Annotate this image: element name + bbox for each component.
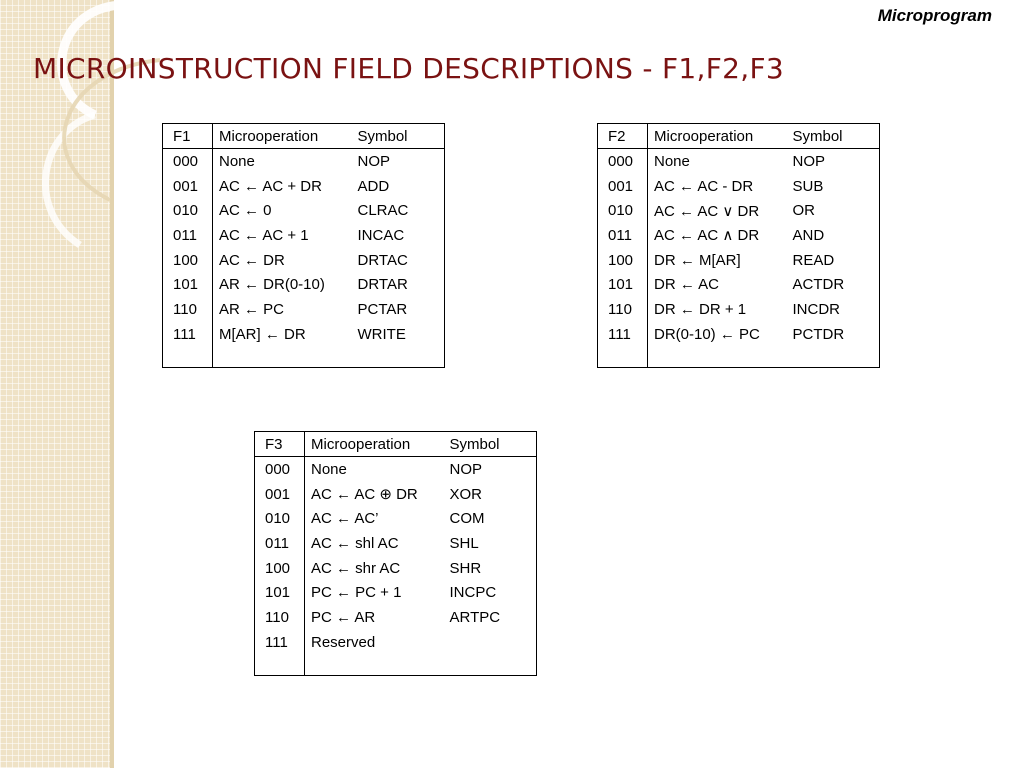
table-row: [598, 223, 880, 248]
microoperation-cell: DR(0-10) ← PC: [654, 325, 760, 343]
microoperation-cell: Reserved: [311, 633, 376, 651]
symbol-cell: PCTDR: [792, 325, 845, 343]
microoperation-cell: None: [311, 460, 347, 478]
column-header-microoperation: Microoperation: [305, 432, 444, 457]
column-header-field: F3: [255, 432, 305, 457]
column-header-field: F1: [163, 124, 213, 149]
code-cell: 001: [163, 174, 213, 199]
microoperation-cell: AR ← PC: [219, 300, 285, 318]
code-cell: 010: [598, 198, 648, 223]
symbol-cell: ADD: [357, 177, 390, 195]
code-cell: 000: [163, 149, 213, 174]
f1-field-table: [162, 123, 445, 368]
table-row: [163, 174, 445, 199]
table-row: [255, 506, 537, 531]
code-cell: 000: [255, 457, 305, 482]
symbol-cell: SUB: [792, 177, 824, 195]
microoperation-cell: AC ← AC - DR: [654, 177, 754, 195]
symbol-cell: AND: [792, 226, 825, 244]
table-row: [598, 322, 880, 347]
f2-field-table: [597, 123, 880, 368]
table-row: [163, 223, 445, 248]
symbol-cell: NOP: [357, 152, 391, 170]
microoperation-cell: AC ← AC ∨ DR: [654, 202, 760, 220]
microoperation-cell: AC ← DR: [219, 251, 285, 269]
code-cell: 110: [163, 297, 213, 322]
microoperation-cell: DR ← AC: [654, 276, 720, 294]
symbol-cell: INCPC: [449, 584, 497, 602]
microoperation-cell: AC ← AC ∧ DR: [654, 227, 760, 245]
table-row: [598, 297, 880, 322]
table-row: [255, 531, 537, 556]
symbol-cell: [444, 630, 537, 655]
code-cell: 100: [255, 556, 305, 581]
microoperation-cell: None: [219, 152, 255, 170]
microoperation-cell: AC ← shr AC: [311, 559, 401, 577]
code-cell: 011: [163, 223, 213, 248]
microoperation-cell: DR ← DR + 1: [654, 300, 747, 318]
table-row: [163, 149, 445, 174]
code-cell: 111: [163, 322, 213, 347]
microoperation-cell: AC ← AC ⊕ DR: [311, 486, 418, 504]
table-padding-row: [163, 347, 445, 368]
code-cell: 011: [598, 223, 648, 248]
table-row: [163, 272, 445, 297]
code-cell: 110: [255, 605, 305, 630]
microoperation-cell: AC ← shl AC: [311, 534, 399, 552]
table-row: [255, 482, 537, 507]
microoperation-cell: AC ← AC + DR: [219, 177, 322, 195]
page-title: MICROINSTRUCTION FIELD DESCRIPTIONS - F1,F2,F3: [33, 52, 784, 85]
table-row: [598, 174, 880, 199]
code-cell: 001: [255, 482, 305, 507]
symbol-cell: SHR: [449, 559, 482, 577]
symbol-cell: ARTPC: [449, 608, 501, 626]
code-cell: 110: [598, 297, 648, 322]
column-header-microoperation: Microoperation: [213, 124, 352, 149]
symbol-cell: INCAC: [357, 226, 405, 244]
symbol-cell: ACTDR: [792, 276, 845, 294]
symbol-cell: WRITE: [357, 325, 406, 343]
column-header-microoperation: Microoperation: [648, 124, 787, 149]
code-cell: 001: [598, 174, 648, 199]
symbol-cell: SHL: [449, 534, 479, 552]
code-cell: 111: [598, 322, 648, 347]
code-cell: 111: [255, 630, 305, 655]
table-header-row: [598, 124, 880, 149]
code-cell: 010: [163, 198, 213, 223]
code-cell: 101: [163, 272, 213, 297]
table-padding-row: [255, 655, 537, 676]
microoperation-cell: PC ← AR: [311, 608, 376, 626]
table-row: [255, 457, 537, 482]
table-row: [163, 297, 445, 322]
microoperation-cell: DR ← M[AR]: [654, 251, 741, 269]
microoperation-cell: None: [654, 152, 690, 170]
table-row: [598, 248, 880, 273]
table-padding-row: [598, 347, 880, 368]
table-row: [163, 322, 445, 347]
code-cell: 101: [598, 272, 648, 297]
symbol-cell: NOP: [449, 460, 483, 478]
symbol-cell: DRTAR: [357, 276, 408, 294]
table-row: [255, 556, 537, 581]
symbol-cell: READ: [792, 251, 835, 269]
column-header-field: F2: [598, 124, 648, 149]
microoperation-cell: AC ← 0: [219, 202, 272, 220]
table-row: [598, 198, 880, 223]
table-row: [255, 580, 537, 605]
table-header-row: [255, 432, 537, 457]
table-row: [598, 149, 880, 174]
symbol-cell: DRTAC: [357, 251, 408, 269]
code-cell: 010: [255, 506, 305, 531]
table-row: [598, 272, 880, 297]
table-header-row: [163, 124, 445, 149]
column-header-symbol: Symbol: [352, 124, 445, 149]
table-row: [163, 248, 445, 273]
symbol-cell: INCDR: [792, 300, 840, 318]
symbol-cell: PCTAR: [357, 300, 408, 318]
symbol-cell: COM: [449, 510, 485, 528]
microoperation-cell: PC ← PC + 1: [311, 584, 402, 602]
table-row: [163, 198, 445, 223]
microoperation-cell: AC ← AC’: [311, 510, 379, 528]
symbol-cell: CLRAC: [357, 202, 409, 220]
table-row: [255, 605, 537, 630]
code-cell: 101: [255, 580, 305, 605]
code-cell: 011: [255, 531, 305, 556]
f3-field-table: [254, 431, 537, 676]
code-cell: 100: [163, 248, 213, 273]
microoperation-cell: AR ← DR(0-10): [219, 276, 325, 294]
code-cell: 100: [598, 248, 648, 273]
microoperation-cell: AC ← AC + 1: [219, 226, 309, 244]
symbol-cell: OR: [792, 202, 815, 220]
code-cell: 000: [598, 149, 648, 174]
symbol-cell: XOR: [449, 485, 483, 503]
section-header-label: Microprogram: [877, 6, 992, 25]
table-row: [255, 630, 537, 655]
column-header-symbol: Symbol: [787, 124, 880, 149]
symbol-cell: NOP: [792, 152, 826, 170]
column-header-symbol: Symbol: [444, 432, 537, 457]
microoperation-cell: M[AR] ← DR: [219, 325, 306, 343]
